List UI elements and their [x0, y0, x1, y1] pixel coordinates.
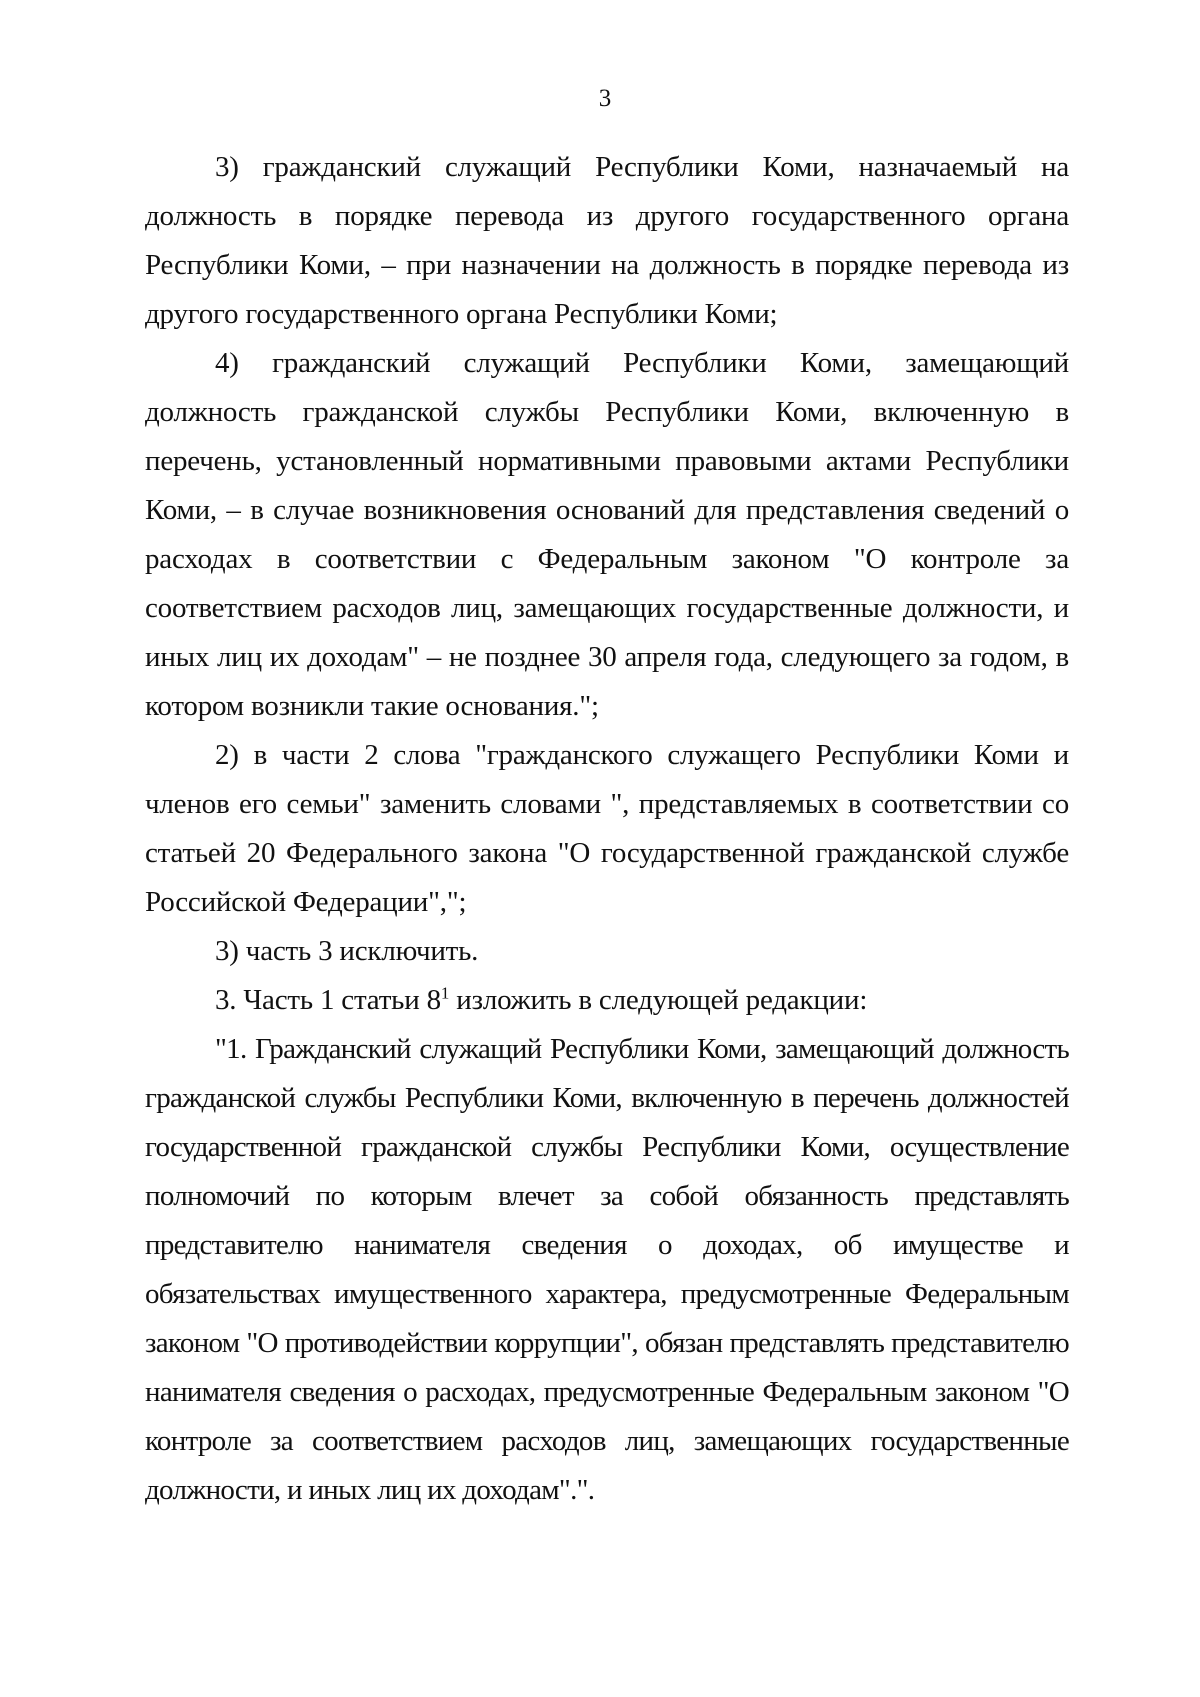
paragraph-article-8-1-heading — [145, 976, 1069, 1025]
paragraph-new-part-1-text: "1. Гражданский служащий Республики Коми, замещающий должность гражданской службы Республики Коми, включенную в перечень должностей государственной гражданской службы Республики Коми, осуществление полномочий по которым влечет за собой обязанность представлять представителю нанимателя сведения о доходах, об имуществе и обязательствах имущественного характера, предусмотренные Федеральным законом "О противодействии коррупции", обязан представлять представителю нанимателя сведения о расходах, предусмотренные Федеральным законом "О контроле за соответствием расходов лиц, замещающих государственные должности, и иных лиц их доходам".". — [145, 1033, 1069, 1506]
paragraph-amendment-part-2: 2) в части 2 слова "гражданского служащего Республики Коми и членов его семьи" заменить словами ", представляемых в соответствии со статьей 20 Федерального закона "О государственной гражданской службе Российской Федерации","; — [145, 739, 1069, 918]
article-heading-tail: изложить в следующей редакции: — [449, 984, 868, 1016]
page-number: 3 — [598, 85, 612, 112]
paragraph-exclude-part-3: 3) часть 3 исключить. — [215, 935, 479, 967]
document-body — [145, 143, 1069, 1515]
article-superscript: 1 — [440, 983, 450, 1003]
article-heading-text: 3. Часть 1 статьи 8 — [215, 984, 441, 1016]
paragraph-item-3-transfer: 3) гражданский служащий Республики Коми, назначаемый на должность в порядке перевода из другого государственного органа Республики Коми, – при назначении на должность в порядке перевода из другого государственного органа Республики Коми; — [145, 151, 1069, 330]
paragraph-item-4-expenses: 4) гражданский служащий Республики Коми, замещающий должность гражданской службы Республики Коми, включенную в перечень, установленный нормативными правовыми актами Республики Коми, – в случае возникновения оснований для представления сведений о расходах в соответствии с Федеральным законом "О контроле за соответствием расходов лиц, замещающих государственные должности, и иных лиц их доходам" – не позднее 30 апреля года, следующего за годом, в котором возникли такие основания."; — [145, 347, 1069, 722]
